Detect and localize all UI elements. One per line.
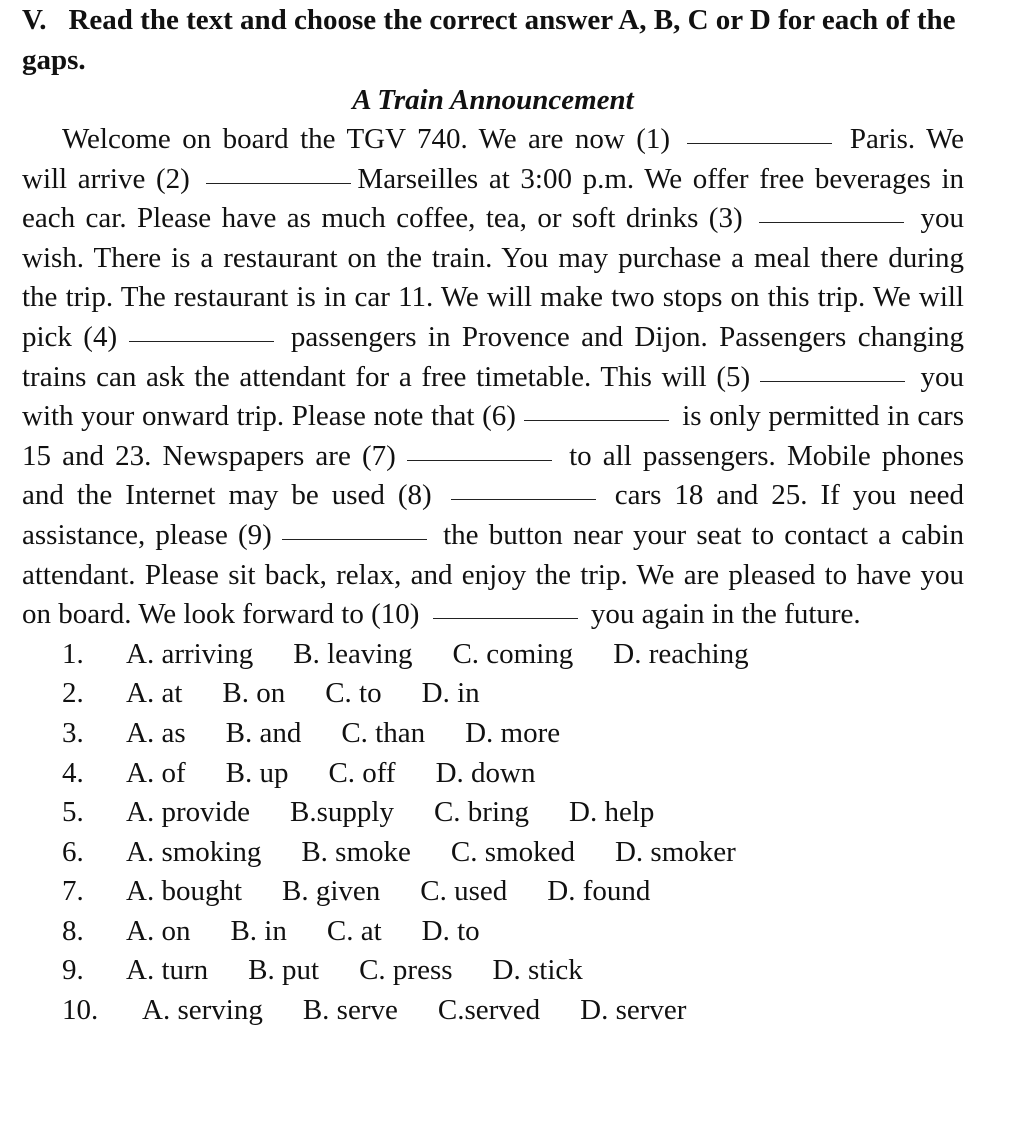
worksheet-page: [22, 0, 964, 1031]
exercise-heading: [22, 0, 964, 80]
question-number: 3.: [62, 716, 84, 749]
exercise-instruction: Read the text and choose the correct answer A, B, C or D for each of the gaps.: [22, 4, 956, 76]
option-c[interactable]: C. smoked: [450, 835, 575, 868]
option-b[interactable]: B. up: [225, 756, 289, 789]
question-row: [22, 714, 964, 754]
question-row: [22, 635, 964, 675]
option-c[interactable]: C. at: [326, 914, 382, 947]
option-c[interactable]: C. to: [325, 677, 382, 710]
option-d[interactable]: D. down: [435, 756, 536, 789]
question-row: [22, 991, 964, 1031]
answer-gap-4: [129, 340, 274, 342]
passage-segment: you wish. There is a restaurant on the train. You may purchase a meal there during the trip. The restaurant is in car 11. We will make two stops on this trip. We will pick (4): [22, 202, 965, 353]
question-number: 10.: [62, 994, 99, 1027]
answer-gap-6: [524, 419, 669, 421]
option-d[interactable]: D. more: [465, 716, 561, 749]
answer-gap-10: [433, 617, 578, 619]
option-b[interactable]: B. and: [225, 716, 302, 749]
option-d[interactable]: D. found: [547, 875, 651, 908]
option-c[interactable]: C. bring: [433, 796, 530, 829]
passage-segment: Paris. We will arrive (2): [22, 123, 964, 195]
answer-gap-1: [687, 142, 832, 144]
option-d[interactable]: D. in: [421, 677, 480, 710]
option-b[interactable]: B. in: [230, 914, 287, 947]
answer-gap-3: [759, 221, 904, 223]
answer-options-list: [22, 635, 964, 1031]
question-row: [22, 951, 964, 991]
option-b[interactable]: B. serve: [302, 994, 398, 1027]
option-a[interactable]: A. provide: [126, 796, 251, 829]
option-c[interactable]: C. than: [341, 716, 426, 749]
option-b[interactable]: B. put: [248, 954, 320, 987]
question-row: [22, 793, 964, 833]
question-number: 4.: [62, 756, 84, 789]
passage-segment: passengers in Provence and Dijon. Passengers changing trains can ask the attendant for a free timetable. This will (5): [22, 320, 965, 393]
question-number: 2.: [62, 677, 84, 710]
question-number: 9.: [62, 954, 84, 987]
passage-segment: Marseilles at 3:00 p.m. We offer free beverages in each car. Please have as much coffee, tea, or soft drinks (3): [22, 162, 965, 235]
option-a[interactable]: A. of: [126, 756, 186, 789]
answer-gap-2: [206, 182, 351, 184]
option-c[interactable]: C. press: [359, 954, 453, 987]
question-number: 6.: [62, 835, 84, 868]
option-c[interactable]: C. off: [328, 756, 396, 789]
option-a[interactable]: A. smoking: [126, 835, 262, 868]
option-b[interactable]: B. given: [282, 875, 381, 908]
question-row: [22, 754, 964, 794]
option-b[interactable]: B. smoke: [301, 835, 411, 868]
passage-segment: to all passengers. Mobile phones and the Internet may be used (8): [22, 439, 965, 512]
passage-segment: you with your onward trip. Please note that (6): [22, 360, 965, 433]
option-c[interactable]: C. used: [420, 875, 508, 908]
exercise-number: V.: [22, 4, 47, 36]
option-d[interactable]: D. reaching: [613, 637, 749, 670]
answer-gap-7: [407, 459, 552, 461]
option-c[interactable]: C.served: [437, 994, 541, 1027]
option-a[interactable]: A. as: [126, 716, 186, 749]
option-d[interactable]: D. to: [421, 914, 480, 947]
option-b[interactable]: B.supply: [290, 796, 394, 829]
answer-gap-5: [760, 380, 905, 382]
option-b[interactable]: B. on: [222, 677, 286, 710]
passage-segment: you again in the future.: [590, 598, 861, 631]
question-number: 8.: [62, 914, 84, 947]
option-d[interactable]: D. server: [580, 994, 687, 1027]
option-c[interactable]: C. coming: [452, 637, 574, 670]
passage-text: [22, 120, 964, 635]
option-d[interactable]: D. stick: [492, 954, 583, 987]
option-a[interactable]: A. bought: [126, 875, 242, 908]
question-row: [22, 872, 964, 912]
passage-title: A Train Announcement: [352, 84, 634, 116]
question-row: [22, 912, 964, 952]
question-row: [22, 833, 964, 873]
option-a[interactable]: A. serving: [142, 994, 263, 1027]
answer-gap-8: [451, 498, 596, 500]
question-row: [22, 674, 964, 714]
passage-segment: is only permitted in cars 15 and 23. Newspapers are (7): [22, 400, 965, 472]
answer-gap-9: [282, 538, 427, 540]
option-d[interactable]: D. help: [569, 796, 655, 829]
option-b[interactable]: B. leaving: [293, 637, 413, 670]
question-number: 1.: [62, 637, 84, 670]
passage-segment: the button near your seat to contact a cabin attendant. Please sit back, relax, and enjoy the trip. We are pleased to have you on board. We look forward to (10): [22, 518, 964, 631]
passage-segment: cars 18 and 25. If you need assistance, please (9): [22, 479, 965, 551]
question-number: 5.: [62, 796, 84, 829]
option-a[interactable]: A. on: [126, 914, 191, 947]
option-a[interactable]: A. at: [126, 677, 183, 710]
option-a[interactable]: A. turn: [126, 954, 209, 987]
passage-segment: Welcome on board the TGV 740. We are now (1): [62, 123, 671, 155]
question-number: 7.: [62, 875, 84, 908]
option-a[interactable]: A. arriving: [126, 637, 254, 670]
option-d[interactable]: D. smoker: [614, 835, 736, 868]
